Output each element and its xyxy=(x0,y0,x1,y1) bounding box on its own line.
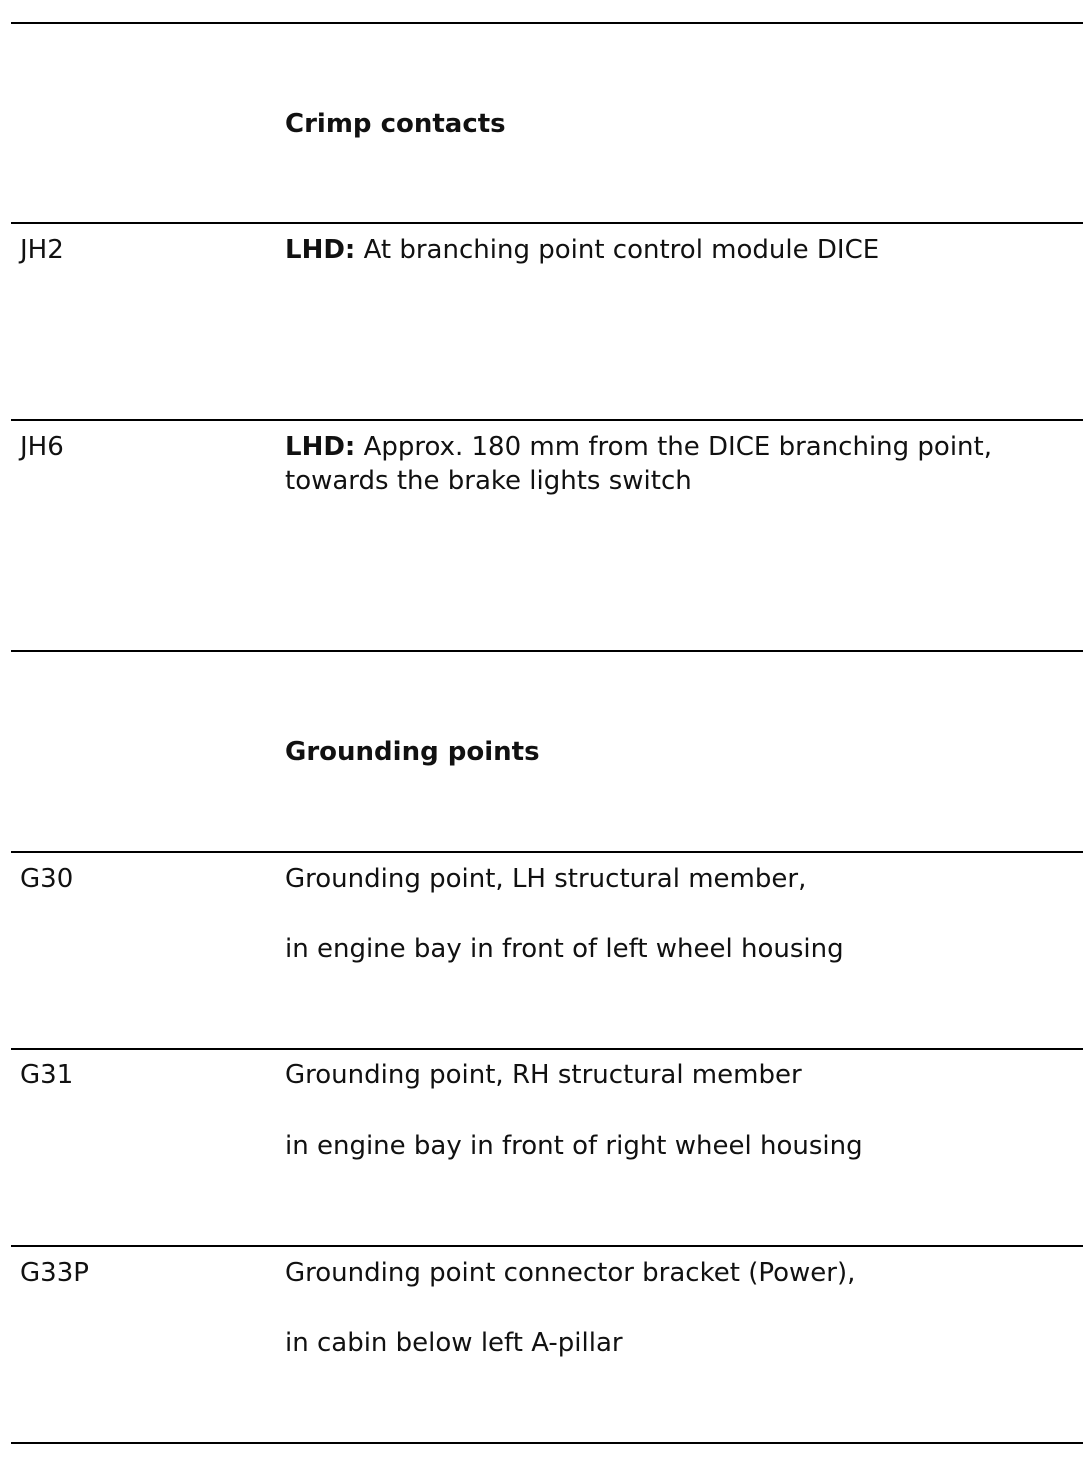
description-prefix: LHD: xyxy=(285,432,356,462)
component-code: G30 xyxy=(20,864,74,894)
description-line: Grounding point, LH structural member, xyxy=(285,864,807,894)
divider xyxy=(11,222,1083,224)
section-heading-grounding-points: Grounding points xyxy=(285,737,540,767)
component-code: G33P xyxy=(20,1258,89,1288)
divider xyxy=(11,419,1083,421)
description-line: in cabin below left A-pillar xyxy=(285,1328,623,1358)
description-line: in engine bay in front of left wheel housing xyxy=(285,934,844,964)
description-line: in engine bay in front of right wheel housing xyxy=(285,1131,863,1161)
divider xyxy=(11,650,1083,652)
divider xyxy=(11,1048,1083,1050)
component-description xyxy=(285,430,992,464)
description-line: At branching point control module DICE xyxy=(363,235,880,265)
description-prefix: LHD: xyxy=(285,235,356,265)
section-heading-crimp-contacts: Crimp contacts xyxy=(285,109,506,139)
divider xyxy=(11,1442,1083,1444)
component-description xyxy=(285,233,879,267)
component-code: JH6 xyxy=(20,432,64,462)
divider xyxy=(11,22,1083,24)
divider xyxy=(11,851,1083,853)
description-line: Grounding point, RH structural member xyxy=(285,1060,802,1090)
description-line: towards the brake lights switch xyxy=(285,466,692,496)
description-line: Grounding point connector bracket (Power), xyxy=(285,1258,856,1288)
description-line: Approx. 180 mm from the DICE branching point, xyxy=(363,432,992,462)
component-code: G31 xyxy=(20,1060,74,1090)
divider xyxy=(11,1245,1083,1247)
component-code: JH2 xyxy=(20,235,64,265)
